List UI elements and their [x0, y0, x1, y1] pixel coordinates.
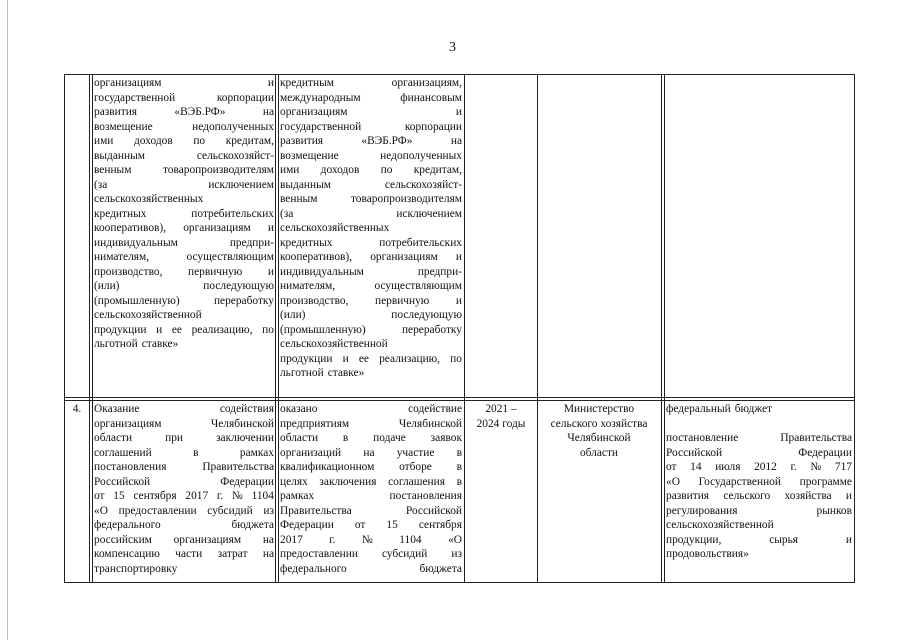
table-rule-row-separator-double: [64, 400, 855, 401]
text-line: ими доходов по кредитам,: [280, 164, 462, 176]
text-line: возмещение недополученных: [94, 120, 274, 133]
text-line: целях заключения соглашения в: [280, 475, 462, 488]
text-line: 2017 г. № 1104 «О: [280, 533, 462, 546]
text-line: кредитных потребительских: [280, 236, 462, 249]
text-line: 2021 –: [485, 403, 517, 415]
text-line: Оказание содействия: [94, 403, 274, 415]
table-rule-bottom: [64, 582, 855, 583]
column-divider-1-double: [92, 74, 93, 583]
text-line: компенсацию части затрат на: [94, 548, 274, 560]
column-divider-5: [661, 74, 662, 583]
row4-executor-cell: [539, 402, 659, 460]
text-line: Министерство: [563, 403, 635, 415]
text-line: от 14 июля 2012 г. № 717: [666, 461, 852, 473]
text-line: развития сельского хозяйства и: [666, 490, 852, 502]
text-line: [666, 417, 852, 432]
text-line: предоставлении субсидий из: [280, 548, 462, 560]
text-line: кредитных потребительских: [94, 207, 274, 220]
row4-term-cell: [466, 402, 536, 431]
text-line: продукции и ее реализацию, по: [94, 323, 274, 336]
text-line: оказано содействие: [280, 403, 462, 415]
text-line: венным товаропроизводителям: [280, 193, 462, 205]
text-line: льготной ставке»: [94, 338, 179, 350]
page-number: 3: [449, 40, 456, 55]
text-line: «О предоставлении субсидий из: [94, 504, 274, 517]
text-line: развития «ВЭБ.РФ» на: [94, 106, 274, 118]
text-line: Российской Федерации: [94, 475, 274, 488]
text-line: транспортировку: [94, 562, 178, 575]
text-line: выданным сельскохозяйст-: [280, 178, 462, 191]
table-rule-top: [64, 74, 855, 75]
table-border-left: [64, 74, 65, 583]
text-line: (или) последующую: [280, 309, 462, 321]
prev-row-result-cell: [280, 76, 462, 381]
text-line: организациям Челябинской: [94, 417, 274, 430]
row4-event-cell: [94, 402, 274, 576]
text-line: постановления Правительства: [94, 461, 274, 473]
text-line: Российской Федерации: [666, 446, 852, 459]
text-line: сельскохозяйственной: [280, 338, 388, 350]
column-divider-3: [464, 74, 465, 583]
text-line: льготной ставке»: [280, 367, 365, 379]
text-line: предприятиям Челябинской: [280, 417, 462, 430]
text-line: продукции и ее реализацию, по: [280, 352, 462, 365]
column-divider-1: [89, 74, 90, 583]
text-line: ими доходов по кредитам,: [94, 135, 274, 147]
text-line: сельскохозяйственных: [94, 193, 204, 205]
text-line: «О Государственной программе: [666, 475, 852, 488]
text-line: федеральный бюджет: [666, 403, 772, 415]
text-line: Федерации от 15 сентября: [280, 519, 462, 531]
text-line: международным финансовым: [280, 91, 462, 104]
text-line: федерального бюджета: [280, 562, 462, 575]
text-line: (за исключением: [94, 178, 274, 191]
row4-result-cell: [280, 402, 462, 576]
row-number: 4.: [72, 403, 82, 415]
text-line: от 15 сентября 2017 г. № 1104: [94, 490, 274, 502]
text-line: соглашений в рамках: [94, 446, 274, 459]
text-line: производство, первичную и: [280, 294, 462, 307]
text-line: области в подаче заявок: [280, 432, 462, 444]
text-line: индивидуальным предпри-: [94, 236, 274, 249]
text-line: сельскохозяйственной: [94, 309, 202, 321]
text-line: организаций на участие в: [280, 446, 462, 459]
text-line: нимателям, осуществляющим: [280, 280, 462, 292]
text-line: Челябинской: [567, 432, 631, 444]
text-line: государственной корпорации: [280, 120, 462, 133]
column-divider-4: [537, 74, 538, 583]
text-line: постановление Правительства: [666, 432, 852, 444]
text-line: кооперативов), организациям и: [94, 222, 274, 234]
text-line: сельскохозяйственных: [280, 222, 390, 234]
text-line: (промышленную) переработку: [94, 294, 274, 307]
text-line: рамках постановления: [280, 490, 462, 502]
text-line: области: [579, 446, 619, 459]
text-line: кредитным организациям,: [280, 77, 462, 89]
column-divider-2: [275, 74, 276, 583]
text-line: организациям и: [94, 77, 274, 89]
text-line: выданным сельскохозяйст-: [94, 149, 274, 162]
text-line: российским организациям на: [94, 533, 274, 546]
text-line: венным товаропроизводителям: [94, 164, 274, 176]
text-line: (за исключением: [280, 207, 462, 220]
text-line: (промышленную) переработку: [280, 323, 462, 336]
text-line: регулирования рынков: [666, 504, 852, 517]
text-line: сельского хозяйства: [550, 417, 648, 430]
text-line: кооперативов), организациям и: [280, 251, 462, 263]
text-line: продовольствия»: [666, 548, 749, 560]
text-line: продукции, сырья и: [666, 533, 852, 546]
text-line: сельскохозяйственной: [666, 519, 774, 531]
text-line: организациям и: [280, 106, 462, 118]
column-divider-5-double: [664, 74, 665, 583]
text-line: 2024 годы: [476, 417, 526, 430]
text-line: федерального бюджета: [94, 519, 274, 531]
text-line: области при заключении: [94, 432, 274, 444]
text-line: развития «ВЭБ.РФ» на: [280, 135, 462, 147]
text-line: производство, первичную и: [94, 265, 274, 278]
table-border-right: [854, 74, 855, 583]
text-line: возмещение недополученных: [280, 149, 462, 162]
text-line: квалификационном отборе в: [280, 461, 462, 473]
prev-row-event-cell: [94, 76, 274, 352]
text-line: индивидуальным предпри-: [280, 265, 462, 278]
table-rule-row-separator: [64, 397, 855, 398]
row4-source-cell: [666, 402, 852, 562]
scan-edge-line: [7, 0, 8, 640]
text-line: государственной корпорации: [94, 91, 274, 104]
column-divider-2-double: [278, 74, 279, 583]
text-line: Правительства Российской: [280, 504, 462, 517]
text-line: (или) последующую: [94, 280, 274, 292]
text-line: нимателям, осуществляющим: [94, 251, 274, 263]
